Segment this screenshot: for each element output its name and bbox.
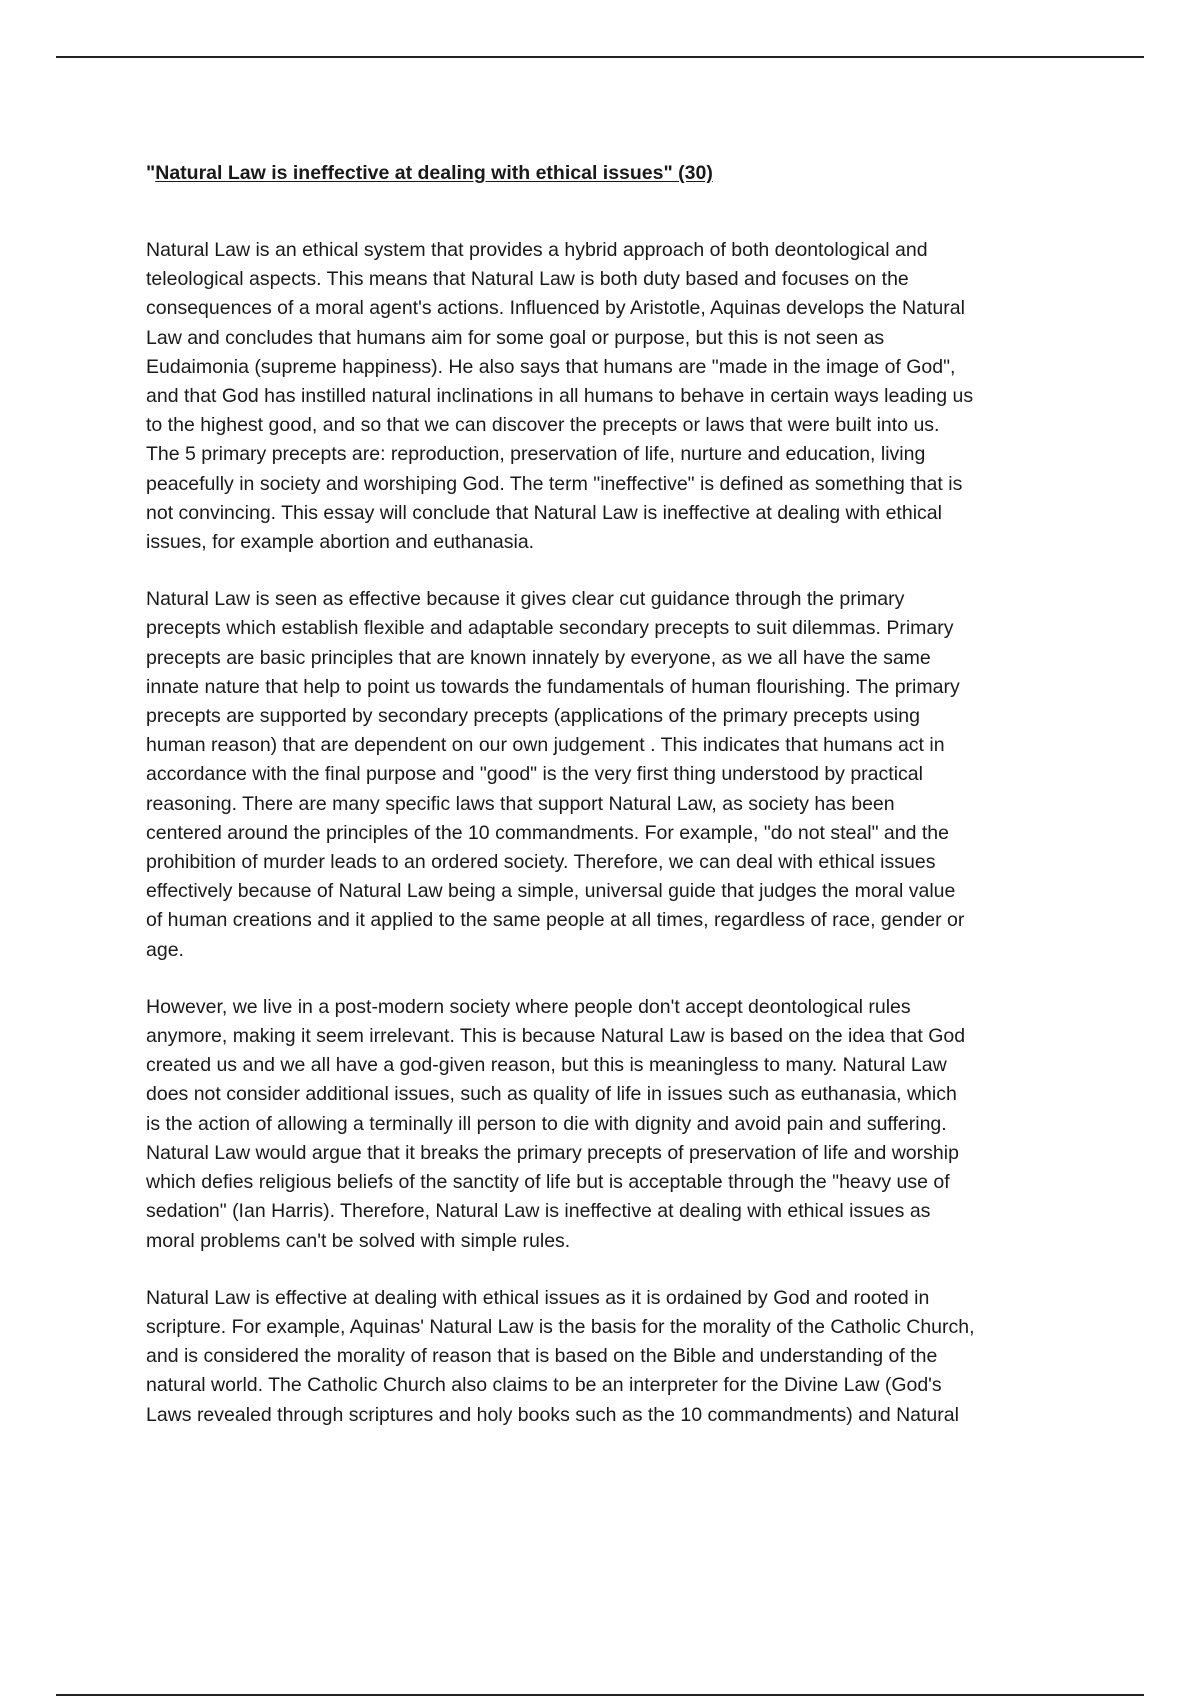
paragraph-effective-guidance bbox=[146, 585, 1096, 965]
paragraph-line: consequences of a moral agent's actions. Influenced by Aristotle, Aquinas develops the Natural bbox=[146, 297, 965, 320]
paragraph-line: sedation" (Ian Harris). Therefore, Natural Law is ineffective at dealing with ethical issues as bbox=[146, 1200, 931, 1223]
paragraph-line: scripture. For example, Aquinas' Natural Law is the basis for the morality of the Catholic Church, bbox=[146, 1315, 975, 1338]
paragraph-line: However, we live in a post-modern society where people don't accept deontological rules bbox=[146, 995, 911, 1018]
paragraph-line: Natural Law is an ethical system that provides a hybrid approach of both deontological and bbox=[146, 239, 928, 261]
paragraph-line: Eudaimonia (supreme happiness). He also says that humans are "made in the image of God", bbox=[146, 355, 956, 378]
paragraph-line: The 5 primary precepts are: reproduction, preservation of life, nurture and education, living bbox=[146, 443, 926, 466]
paragraph-line: precepts which establish flexible and adaptable secondary precepts to suit dilemmas. Primary bbox=[146, 617, 954, 640]
paragraph-line: reasoning. There are many specific laws that support Natural Law, as society has been bbox=[146, 792, 895, 815]
paragraph-line: accordance with the final purpose and "good" is the very first thing understood by practical bbox=[146, 763, 923, 786]
paragraph-ordained-by-god bbox=[146, 1284, 1096, 1430]
document-body bbox=[146, 158, 1096, 1458]
paragraph-line: innate nature that help to point us towards the fundamentals of human flourishing. The primary bbox=[146, 675, 960, 698]
paragraph-line: and that God has instilled natural inclinations in all humans to behave in certain ways leading us bbox=[146, 385, 974, 408]
paragraph-line: precepts are supported by secondary precepts (applications of the primary precepts using bbox=[146, 705, 920, 728]
paragraph-line: does not consider additional issues, such as quality of life in issues such as euthanasia, which bbox=[146, 1083, 957, 1106]
paragraph-line: effectively because of Natural Law being a simple, universal guide that judges the moral value bbox=[146, 880, 956, 903]
paragraph-line: to the highest good, and so that we can discover the precepts or laws that were built into us. bbox=[146, 414, 940, 437]
paragraph-line: and is considered the morality of reason that is based on the Bible and understanding of the bbox=[146, 1345, 938, 1368]
essay-title bbox=[146, 158, 1096, 188]
paragraph-line: anymore, making it seem irrelevant. This is because Natural Law is based on the idea that God bbox=[146, 1025, 966, 1048]
paragraph-line: is the action of allowing a terminally ill person to die with dignity and avoid pain and suffering. bbox=[146, 1112, 947, 1135]
paragraph-post-modern bbox=[146, 993, 1096, 1256]
paragraph-line: Natural Law is seen as effective because it gives clear cut guidance through the primary bbox=[146, 588, 905, 611]
paragraph-line: Law and concludes that humans aim for some goal or purpose, but this is not seen as bbox=[146, 326, 885, 349]
paragraph-line: precepts are basic principles that are known innately by everyone, as we all have the same bbox=[146, 646, 931, 669]
top-rule bbox=[56, 56, 1144, 58]
essay-title-text: Natural Law is ineffective at dealing with ethical issues" (30) bbox=[155, 162, 713, 184]
paragraph-line: of human creations and it applied to the same people at all times, regardless of race, gender or bbox=[146, 909, 965, 932]
paragraph-line: Laws revealed through scriptures and holy books such as the 10 commandments) and Natural bbox=[146, 1403, 959, 1426]
paragraph-line: Natural Law would argue that it breaks the primary precepts of preservation of life and worship bbox=[146, 1141, 959, 1164]
essay-title-open-quote: " bbox=[146, 162, 156, 184]
paragraph-line: age. bbox=[146, 938, 184, 961]
paragraph-line: which defies religious beliefs of the sanctity of life but is acceptable through the "heavy use of bbox=[146, 1171, 950, 1194]
paragraph-line: not convincing. This essay will conclude that Natural Law is ineffective at dealing with ethical bbox=[146, 501, 942, 524]
paragraph-line: teleological aspects. This means that Natural Law is both duty based and focuses on the bbox=[146, 268, 909, 291]
paragraph-line: prohibition of murder leads to an ordered society. Therefore, we can deal with ethical issues bbox=[146, 851, 936, 874]
paragraph-line: created us and we all have a god-given reason, but this is meaningless to many. Natural Law bbox=[146, 1054, 947, 1077]
paragraph-line: centered around the principles of the 10 commandments. For example, "do not steal" and the bbox=[146, 821, 949, 844]
paragraph-line: peacefully in society and worshiping God. The term "ineffective" is defined as something that is bbox=[146, 472, 963, 495]
paragraph-intro bbox=[146, 236, 1096, 557]
paragraph-line: natural world. The Catholic Church also claims to be an interpreter for the Divine Law (God's bbox=[146, 1374, 942, 1397]
paragraph-line: moral problems can't be solved with simple rules. bbox=[146, 1229, 571, 1252]
paragraph-line: human reason) that are dependent on our own judgement . This indicates that humans act in bbox=[146, 734, 945, 757]
paragraph-line: Natural Law is effective at dealing with ethical issues as it is ordained by God and rooted in bbox=[146, 1286, 930, 1309]
paragraph-line: issues, for example abortion and euthanasia. bbox=[146, 531, 535, 554]
bottom-rule bbox=[56, 1694, 1144, 1696]
